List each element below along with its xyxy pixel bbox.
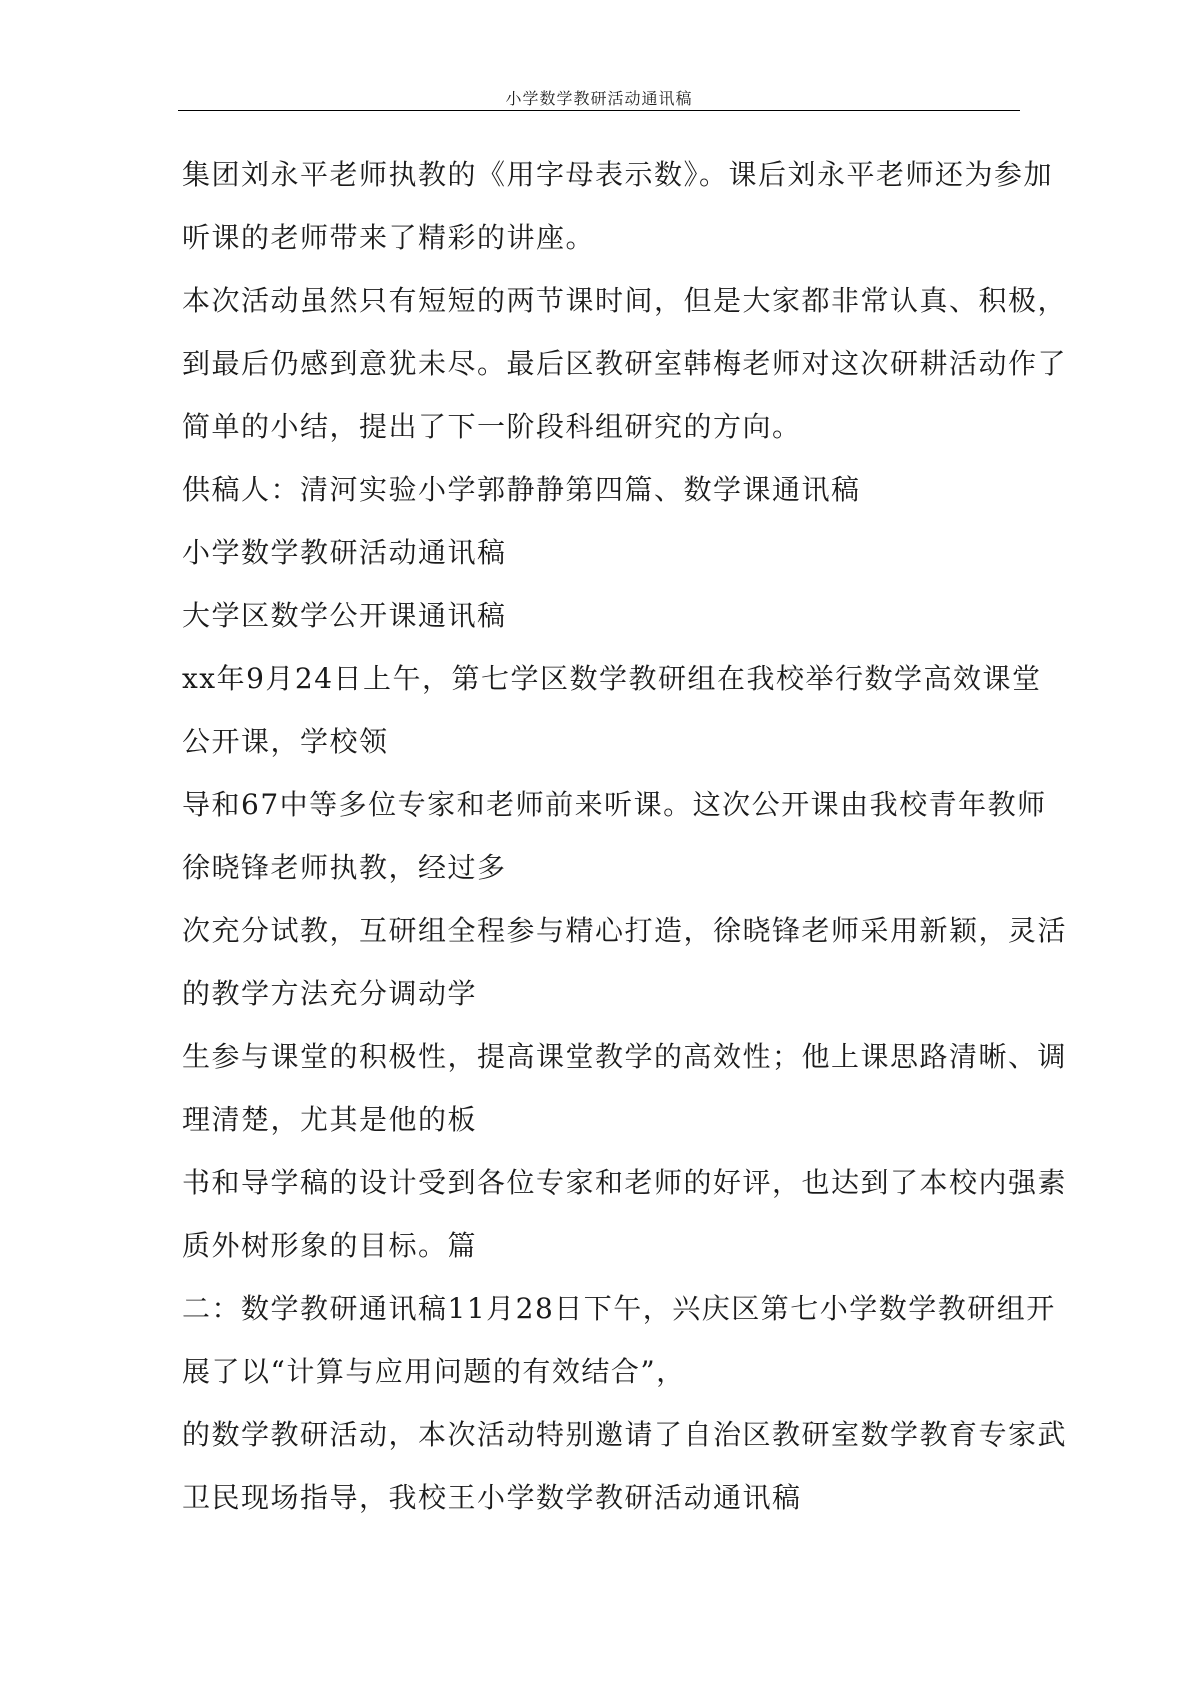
text-line: 供稿人：清河实验小学郭静静第四篇、数学课通讯稿 xyxy=(182,473,861,506)
text-line: 次充分试教，互研组全程参与精心打造，徐晓锋老师采用新颖，灵活 xyxy=(182,914,1068,947)
text-line: 简单的小结，提出了下一阶段科组研究的方向。 xyxy=(182,410,802,443)
text-line: 导和67中等多位专家和老师前来听课。这次公开课由我校青年教师 xyxy=(182,788,1047,821)
header-rule xyxy=(178,110,1020,111)
body-text xyxy=(182,143,1068,1529)
text-line: 书和导学稿的设计受到各位专家和老师的好评，也达到了本校内强素 xyxy=(182,1166,1068,1199)
text-line: 二：数学教研通讯稿11月28日下午，兴庆区第七小学数学教研组开 xyxy=(182,1292,1056,1325)
text-line: 本次活动虽然只有短短的两节课时间，但是大家都非常认真、积极， xyxy=(182,284,1068,317)
running-header: 小学数学教研活动通讯稿 xyxy=(505,89,693,108)
text-line: xx年9月24日上午，第七学区数学教研组在我校举行数学高效课堂 xyxy=(182,662,1042,695)
text-line: 小学数学教研活动通讯稿 xyxy=(182,536,507,569)
text-line: 公开课，学校领 xyxy=(182,725,389,758)
text-line: 大学区数学公开课通讯稿 xyxy=(182,599,507,632)
text-line: 的数学教研活动，本次活动特别邀请了自治区教研室数学教育专家武 xyxy=(182,1418,1068,1451)
text-line: 卫民现场指导，我校王小学数学教研活动通讯稿 xyxy=(182,1481,802,1514)
text-line: 到最后仍感到意犹未尽。最后区教研室韩梅老师对这次研耕活动作了 xyxy=(182,347,1068,380)
text-line: 理清楚，尤其是他的板 xyxy=(182,1103,478,1136)
text-line: 生参与课堂的积极性，提高课堂教学的高效性；他上课思路清晰、调 xyxy=(182,1040,1068,1073)
text-line: 质外树形象的目标。篇 xyxy=(182,1229,478,1262)
text-line: 集团刘永平老师执教的《用字母表示数》。课后刘永平老师还为参加 xyxy=(182,158,1054,191)
text-line: 徐晓锋老师执教，经过多 xyxy=(182,851,507,884)
text-line: 听课的老师带来了精彩的讲座。 xyxy=(182,221,596,254)
text-line: 展了以“计算与应用问题的有效结合”， xyxy=(182,1355,686,1388)
text-line: 的教学方法充分调动学 xyxy=(182,977,478,1010)
